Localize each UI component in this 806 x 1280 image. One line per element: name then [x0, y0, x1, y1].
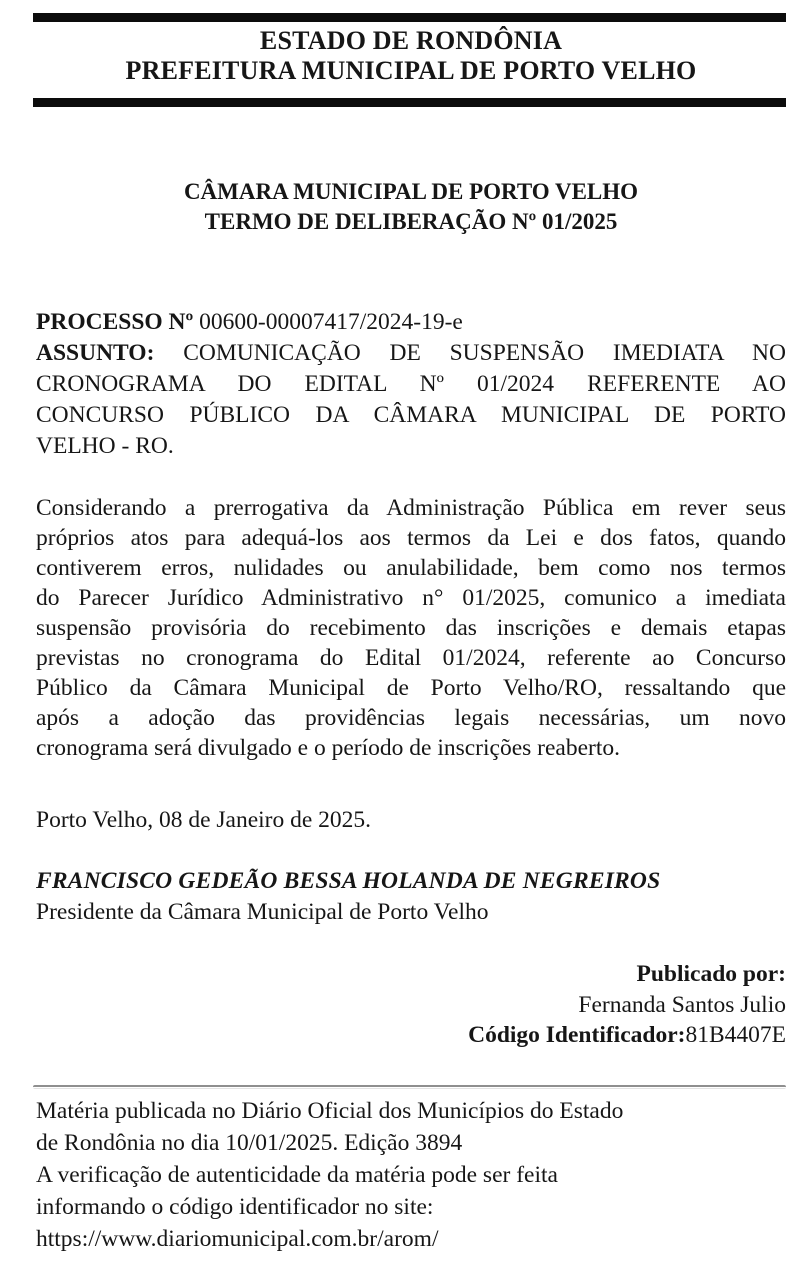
identifier-code-value: 81B4407E — [685, 1022, 786, 1048]
signatory-name: FRANCISCO GEDEÃO BESSA HOLANDA DE NEGREIROS — [36, 868, 661, 894]
assunto-line: CRONOGRAMA DO EDITAL Nº 01/2024 REFERENTE AO — [36, 371, 786, 397]
body-line: previstas no cronograma do Edital 01/2024, referente ao Concurso — [36, 645, 786, 671]
body-line: do Parecer Jurídico Administrativo n° 01/2025, comunico a imediata — [36, 585, 786, 611]
body-line: Público da Câmara Municipal de Porto Velho/RO, ressaltando que — [36, 675, 786, 701]
published-by-label: Publicado por: — [636, 961, 786, 987]
body-paragraph — [36, 493, 786, 763]
signatory-role: Presidente da Câmara Municipal de Porto Velho — [36, 899, 489, 925]
assunto-line: VELHO - RO. — [36, 433, 174, 459]
identifier-code-label: Código Identificador: — [468, 1022, 686, 1048]
published-by-block — [36, 959, 786, 1051]
processo-label: PROCESSO Nº — [36, 309, 194, 335]
publication-note — [36, 1095, 786, 1255]
identifier-code-line — [36, 1020, 786, 1051]
municipality-name: PREFEITURA MUNICIPAL DE PORTO VELHO — [125, 56, 697, 85]
processo-value: 00600-00007417/2024-19-e — [193, 309, 463, 335]
header-top-rule — [33, 13, 786, 22]
issuing-body-title: CÂMARA MUNICIPAL DE PORTO VELHO — [183, 179, 639, 204]
header-bottom-rule — [33, 98, 786, 107]
assunto-text: COMUNICAÇÃO DE SUSPENSÃO IMEDIATA NO — [154, 340, 786, 366]
published-by-author: Fernanda Santos Julio — [578, 991, 786, 1018]
publication-note-line: informando o código identificador no site: — [36, 1194, 434, 1220]
letterhead — [36, 26, 786, 86]
document-title — [36, 177, 786, 237]
process-subject-block — [36, 307, 786, 462]
processo-line — [36, 307, 786, 338]
assunto-line — [36, 338, 786, 369]
verification-url: https://www.diariomunicipal.com.br/arom/ — [36, 1226, 439, 1252]
publication-note-line: Matéria publicada no Diário Oficial dos Municípios do Estado — [36, 1098, 624, 1124]
body-line: suspensão provisória do recebimento das inscrições e demais etapas — [36, 615, 786, 641]
assunto-line: CONCURSO PÚBLICO DA CÂMARA MUNICIPAL DE PORTO — [36, 402, 786, 428]
body-line: cronograma será divulgado e o período de inscrições reaberto. — [36, 735, 621, 761]
date-line: Porto Velho, 08 de Janeiro de 2025. — [36, 807, 372, 833]
state-name: ESTADO DE RONDÔNIA — [259, 26, 563, 55]
body-line: contiverem erros, nulidades ou anulabilidade, bem como nos termos — [36, 555, 786, 581]
publication-note-line: A verificação de autenticidade da matéria pode ser feita — [36, 1162, 558, 1188]
publication-note-line: de Rondônia no dia 10/01/2025. Edição 3894 — [36, 1130, 463, 1156]
deliberation-number-title: TERMO DE DELIBERAÇÃO Nº 01/2025 — [204, 209, 618, 234]
footer-divider — [33, 1085, 786, 1089]
body-line: após a adoção das providências legais necessárias, um novo — [36, 705, 786, 731]
body-line: Considerando a prerrogativa da Administração Pública em rever seus — [36, 495, 786, 521]
body-line: próprios atos para adequá-los aos termos da Lei e dos fatos, quando — [36, 525, 786, 551]
signature-block — [36, 866, 786, 928]
assunto-label: ASSUNTO: — [36, 340, 155, 366]
